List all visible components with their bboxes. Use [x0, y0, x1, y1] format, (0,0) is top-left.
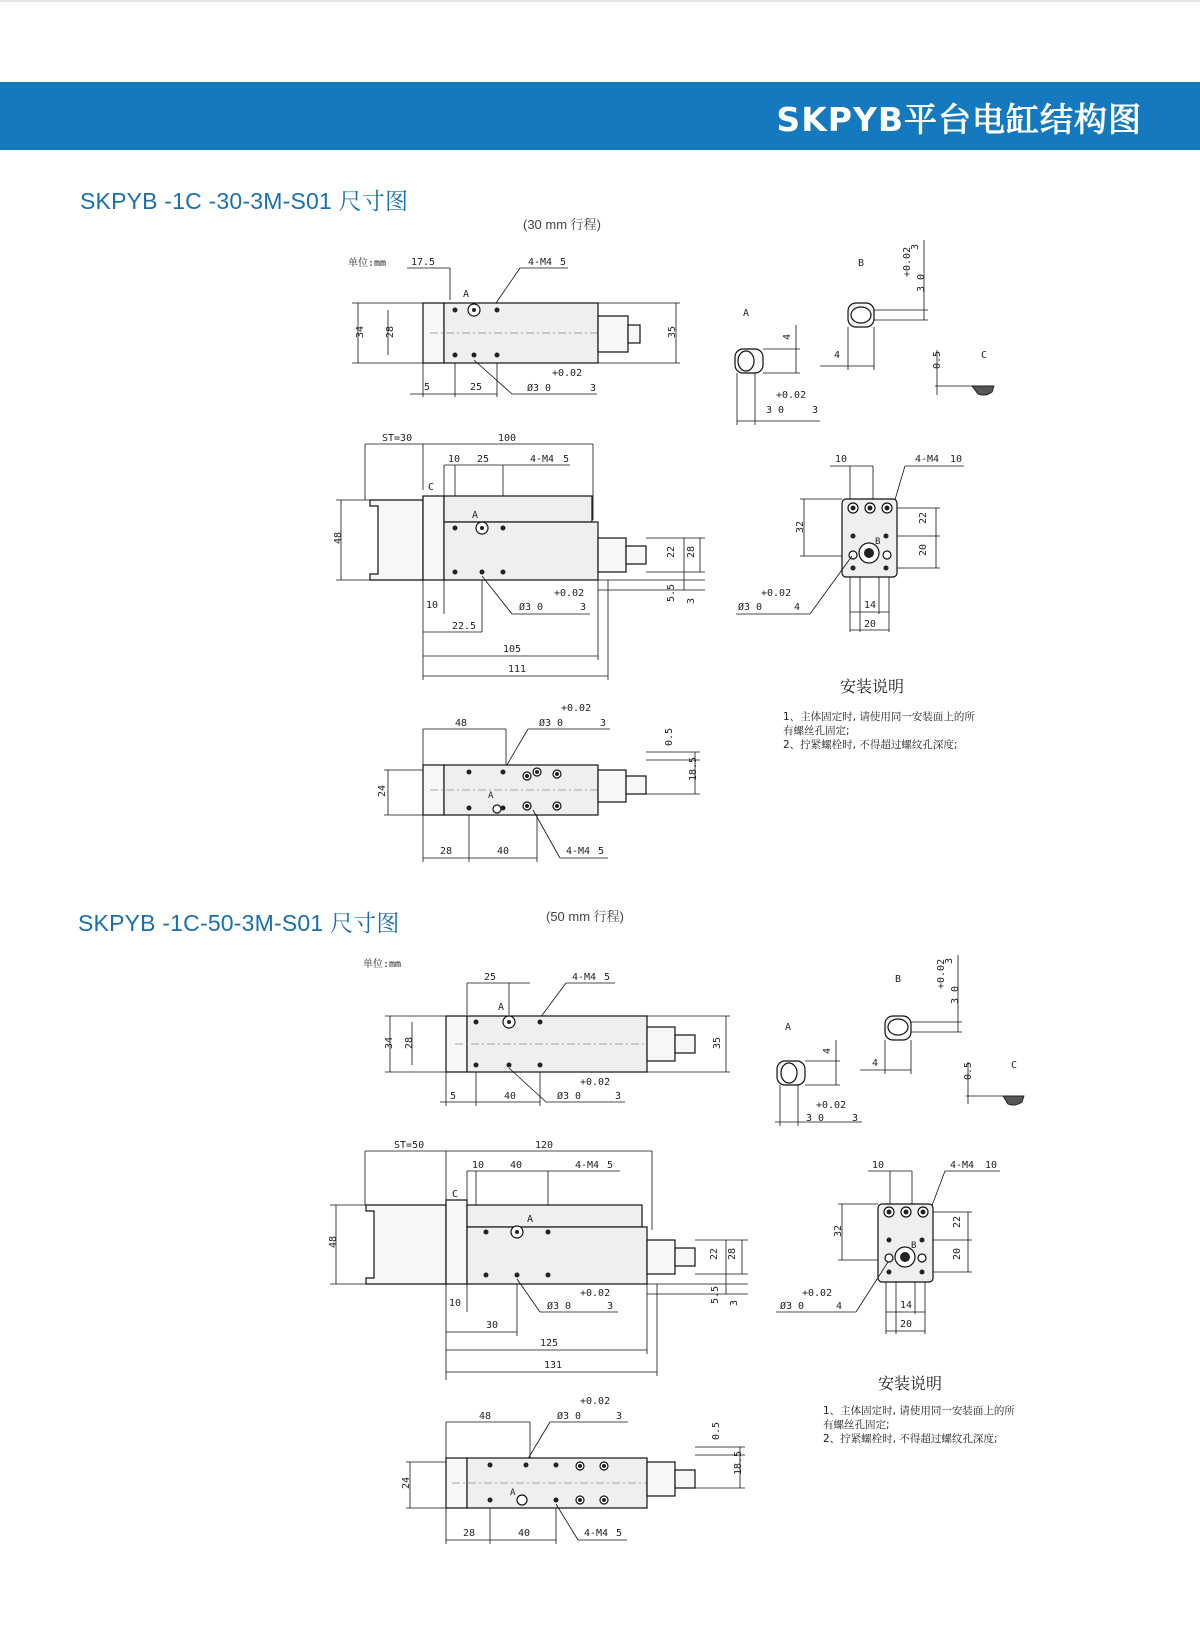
- svg-text:4: 4: [836, 1301, 843, 1312]
- svg-text:+0.02: +0.02: [554, 588, 585, 599]
- svg-text:3: 3: [600, 718, 607, 729]
- svg-text:30: 30: [486, 1320, 499, 1331]
- svg-text:4: 4: [794, 602, 801, 613]
- svg-text:+0.02: +0.02: [561, 703, 592, 714]
- svg-text:40: 40: [518, 1528, 531, 1539]
- svg-text:1、主体固定时, 请使用同一安装面上的所: 1、主体固定时, 请使用同一安装面上的所: [823, 1405, 1015, 1417]
- svg-text:10: 10: [950, 454, 963, 465]
- svg-text:4-M4: 4-M4: [584, 1528, 609, 1539]
- svg-text:32: 32: [795, 520, 806, 533]
- svg-text:4-M4: 4-M4: [572, 972, 597, 983]
- svg-text:48: 48: [333, 531, 344, 544]
- svg-text:4-M4: 4-M4: [915, 454, 940, 465]
- svg-text:14: 14: [864, 600, 877, 611]
- svg-text:3 0: 3 0: [916, 273, 927, 292]
- svg-text:10: 10: [426, 600, 439, 611]
- svg-text:25: 25: [477, 454, 490, 465]
- svg-text:48: 48: [328, 1235, 339, 1248]
- svg-text:5: 5: [607, 1160, 614, 1171]
- label-a: A: [463, 289, 470, 300]
- svg-text:+0.02: +0.02: [580, 1396, 611, 1407]
- thread-label: 4-M4: [528, 257, 553, 268]
- svg-text:14: 14: [900, 1300, 913, 1311]
- svg-text:3: 3: [812, 405, 819, 416]
- svg-text:10: 10: [448, 454, 461, 465]
- svg-text:4-M4: 4-M4: [530, 454, 555, 465]
- svg-text:A: A: [510, 1488, 516, 1498]
- section-title-50: SKPYB -1C-50-3M-S01 尺寸图: [78, 910, 400, 936]
- svg-text:40: 40: [504, 1091, 517, 1102]
- svg-text:4-M4: 4-M4: [950, 1160, 975, 1171]
- pin-depth: 3: [590, 383, 597, 394]
- svg-text:+0.02: +0.02: [936, 958, 947, 989]
- svg-text:25: 25: [484, 972, 497, 983]
- svg-text:A: A: [488, 791, 494, 801]
- svg-text:0.5: 0.5: [963, 1061, 974, 1080]
- svg-text:18.5: 18.5: [733, 1450, 744, 1475]
- svg-text:Ø3 0: Ø3 0: [557, 1091, 582, 1102]
- svg-text:5: 5: [563, 454, 570, 465]
- svg-text:10: 10: [472, 1160, 485, 1171]
- svg-text:131: 131: [544, 1360, 563, 1371]
- svg-text:+0.02: +0.02: [580, 1288, 611, 1299]
- svg-text:125: 125: [540, 1338, 559, 1349]
- svg-text:105: 105: [503, 644, 522, 655]
- svg-text:4-M4: 4-M4: [566, 846, 591, 857]
- svg-text:A: A: [498, 1002, 505, 1013]
- dim-34: 34: [355, 325, 366, 338]
- svg-text:0.5: 0.5: [711, 1421, 722, 1440]
- svg-text:48: 48: [455, 718, 468, 729]
- svg-text:18.5: 18.5: [688, 756, 699, 781]
- thread-depth: 5: [560, 257, 567, 268]
- svg-text:3: 3: [580, 602, 587, 613]
- svg-text:22: 22: [666, 545, 677, 558]
- svg-text:3: 3: [686, 597, 697, 604]
- install-title: 安装说明: [840, 677, 905, 696]
- svg-text:35: 35: [712, 1036, 723, 1049]
- detail-a-50: [775, 1022, 862, 1126]
- svg-text:+0.02: +0.02: [776, 390, 807, 401]
- svg-text:24: 24: [377, 784, 388, 797]
- svg-text:3: 3: [729, 1299, 740, 1306]
- svg-text:48: 48: [479, 1411, 492, 1422]
- svg-text:B: B: [875, 537, 881, 547]
- svg-text:有螺丝孔固定;: 有螺丝孔固定;: [783, 725, 850, 737]
- stroke-note-30: (30 mm 行程): [523, 217, 602, 232]
- side-body-50: [467, 1227, 647, 1284]
- svg-text:20: 20: [952, 1247, 963, 1260]
- svg-text:10: 10: [449, 1298, 462, 1309]
- dim-28: 28: [385, 325, 396, 338]
- svg-text:3: 3: [852, 1113, 859, 1124]
- svg-text:ST=50: ST=50: [394, 1140, 425, 1151]
- svg-text:28: 28: [463, 1528, 476, 1539]
- section-title-30: SKPYB -1C -30-3M-S01 尺寸图: [80, 188, 409, 214]
- svg-text:5.5: 5.5: [666, 583, 677, 602]
- svg-text:32: 32: [833, 1224, 844, 1237]
- pin-spec: Ø3 0: [527, 383, 552, 394]
- svg-text:28: 28: [404, 1036, 415, 1049]
- svg-text:5.5: 5.5: [710, 1285, 721, 1304]
- dim-5: 5: [424, 382, 431, 393]
- svg-text:0.5: 0.5: [932, 350, 943, 369]
- svg-text:Ø3 0: Ø3 0: [519, 602, 544, 613]
- svg-text:安装说明: 安装说明: [878, 1374, 943, 1393]
- svg-text:2、拧紧螺栓时, 不得超过螺纹孔深度;: 2、拧紧螺栓时, 不得超过螺纹孔深度;: [823, 1433, 998, 1445]
- dim-35: 35: [667, 325, 678, 338]
- page-title: SKPYB平台电缸结构图: [776, 100, 1142, 139]
- svg-text:4: 4: [872, 1058, 879, 1069]
- svg-text:0.5: 0.5: [664, 727, 675, 746]
- svg-text:10: 10: [835, 454, 848, 465]
- top-view-50: [363, 957, 730, 1106]
- svg-text:120: 120: [535, 1140, 554, 1151]
- svg-text:34: 34: [384, 1036, 395, 1049]
- svg-text:B: B: [895, 974, 902, 985]
- dim-17-5: 17.5: [411, 257, 436, 268]
- svg-text:+0.02: +0.02: [761, 588, 792, 599]
- svg-text:111: 111: [508, 664, 527, 675]
- svg-text:Ø3 0: Ø3 0: [557, 1411, 582, 1422]
- svg-text:20: 20: [900, 1319, 913, 1330]
- svg-text:ST=30: ST=30: [382, 433, 413, 444]
- svg-text:22.5: 22.5: [452, 621, 477, 632]
- svg-text:A: A: [527, 1214, 534, 1225]
- svg-text:+0.02: +0.02: [580, 1077, 611, 1088]
- svg-text:22: 22: [952, 1215, 963, 1228]
- svg-text:10: 10: [872, 1160, 885, 1171]
- svg-text:5: 5: [598, 846, 605, 857]
- svg-text:4-M4: 4-M4: [575, 1160, 600, 1171]
- svg-text:22: 22: [918, 511, 929, 524]
- svg-text:20: 20: [864, 619, 877, 630]
- svg-text:3 0: 3 0: [766, 405, 785, 416]
- svg-text:1、主体固定时, 请使用同一安装面上的所: 1、主体固定时, 请使用同一安装面上的所: [783, 711, 975, 723]
- svg-text:40: 40: [510, 1160, 523, 1171]
- svg-text:3 0: 3 0: [806, 1113, 825, 1124]
- svg-text:40: 40: [497, 846, 510, 857]
- unit-label: 单位:mm: [348, 258, 387, 269]
- svg-text:A: A: [785, 1022, 792, 1033]
- svg-text:+0.02: +0.02: [902, 246, 913, 277]
- end-view-50: [776, 1160, 1000, 1334]
- svg-text:3: 3: [616, 1411, 623, 1422]
- svg-text:3: 3: [944, 957, 955, 964]
- svg-text:A: A: [472, 510, 479, 521]
- detail-b-50: [860, 955, 962, 1074]
- svg-text:3: 3: [607, 1301, 614, 1312]
- svg-text:Ø3 0: Ø3 0: [539, 718, 564, 729]
- svg-text:C: C: [428, 482, 435, 493]
- install-notes-50: [823, 1374, 1015, 1445]
- bottom-view-50: [401, 1396, 745, 1544]
- svg-text:Ø3 0: Ø3 0: [780, 1301, 805, 1312]
- svg-text:4: 4: [834, 350, 841, 361]
- svg-text:28: 28: [440, 846, 453, 857]
- svg-text:28: 28: [727, 1247, 738, 1260]
- svg-text:3: 3: [910, 243, 921, 250]
- svg-text:+0.02: +0.02: [802, 1288, 833, 1299]
- stroke-note-50: (50 mm 行程): [546, 909, 625, 924]
- svg-text:5: 5: [604, 972, 611, 983]
- svg-text:5: 5: [616, 1528, 623, 1539]
- svg-text:4: 4: [782, 333, 793, 340]
- svg-text:22: 22: [709, 1247, 720, 1260]
- dim-25: 25: [470, 382, 483, 393]
- svg-text:5: 5: [450, 1091, 457, 1102]
- svg-text:B: B: [858, 258, 865, 269]
- svg-text:28: 28: [686, 545, 697, 558]
- svg-text:24: 24: [401, 1476, 412, 1489]
- svg-text:单位:mm: 单位:mm: [363, 959, 402, 970]
- svg-text:2、拧紧螺栓时, 不得超过螺纹孔深度;: 2、拧紧螺栓时, 不得超过螺纹孔深度;: [783, 739, 958, 751]
- detail-c-50: [963, 1060, 1024, 1105]
- svg-text:B: B: [911, 1241, 917, 1251]
- svg-text:4: 4: [822, 1047, 833, 1054]
- svg-text:10: 10: [985, 1160, 998, 1171]
- tolerance: +0.02: [552, 368, 583, 379]
- svg-text:C: C: [1011, 1060, 1018, 1071]
- side-view-50: [328, 1140, 748, 1380]
- svg-text:A: A: [743, 308, 750, 319]
- svg-text:+0.02: +0.02: [816, 1100, 847, 1111]
- svg-text:3: 3: [615, 1091, 622, 1102]
- svg-text:有螺丝孔固定;: 有螺丝孔固定;: [823, 1419, 890, 1431]
- svg-text:20: 20: [918, 543, 929, 556]
- svg-text:3 0: 3 0: [950, 985, 961, 1004]
- svg-text:Ø3 0: Ø3 0: [738, 602, 763, 613]
- svg-text:C: C: [981, 350, 988, 361]
- svg-text:Ø3 0: Ø3 0: [547, 1301, 572, 1312]
- svg-text:100: 100: [498, 433, 517, 444]
- svg-text:C: C: [452, 1189, 459, 1200]
